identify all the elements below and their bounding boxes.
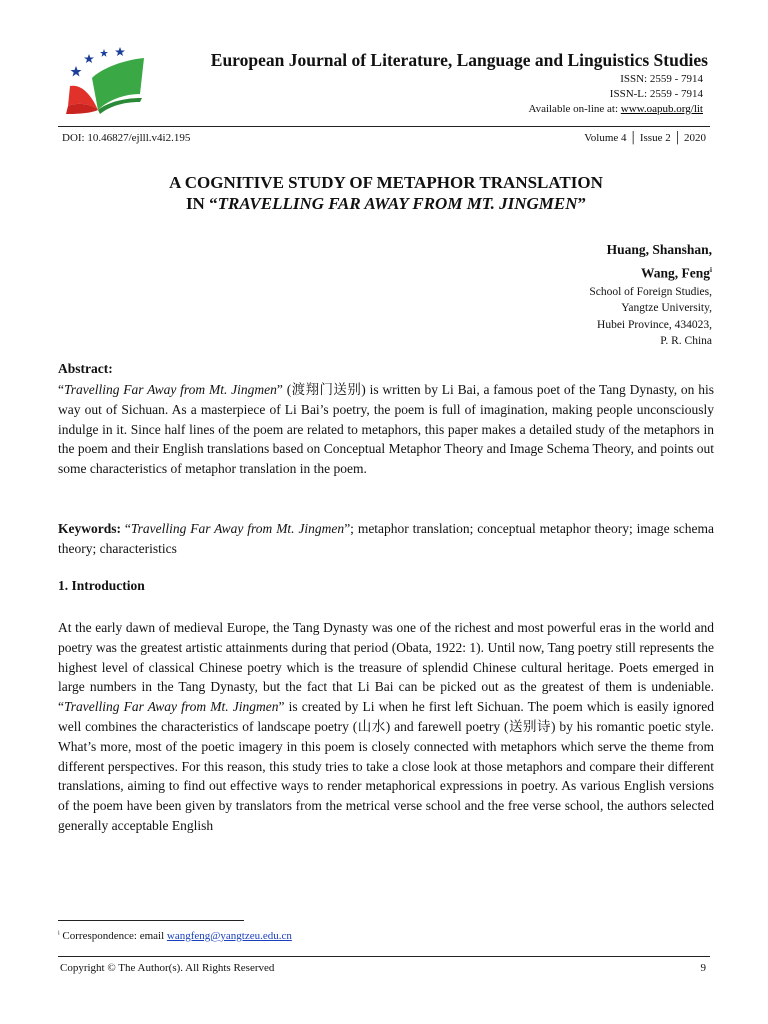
keywords: Keywords: “Travelling Far Away from Mt. Jingmen”; metaphor translation; conceptual metaphor theory; image schema theory; characteristics: [58, 521, 714, 556]
volume-issue-year: Volume 4 │ Issue 2 │ 2020: [584, 132, 706, 144]
article-title-line1: A COGNITIVE STUDY OF METAPHOR TRANSLATION: [169, 173, 603, 192]
correspondence-email-link[interactable]: wangfeng@yangtzeu.edu.cn: [166, 930, 292, 942]
issn-l: ISSN-L: 2559 - 7914: [609, 88, 703, 100]
abstract-heading: Abstract:: [58, 361, 113, 376]
author-name: Wang, Feng$^i$: [641, 265, 712, 281]
availability-label: Available on-line at:: [528, 103, 621, 115]
affiliation-line: P. R. China: [660, 335, 712, 347]
doi: DOI: 10.46827/ejlll.v4i2.195: [62, 132, 191, 144]
footnote: $^i$ Correspondence: email wangfeng@yangtzeu.edu.cn: [58, 930, 292, 942]
footnote-divider: [58, 920, 244, 921]
affiliation-line: Hubei Province, 434023,: [597, 318, 712, 331]
section-heading-introduction: 1. Introduction: [58, 578, 145, 593]
availability-line: [380, 103, 703, 115]
page-number: 9: [700, 962, 706, 974]
author-block: [380, 240, 712, 350]
author-name: Huang, Shanshan,: [606, 242, 712, 257]
affiliation-line: School of Foreign Studies,: [589, 285, 712, 298]
header-divider: [58, 126, 710, 127]
keywords-label: Keywords:: [58, 521, 121, 536]
article-title: [58, 172, 714, 214]
journal-url-link[interactable]: www.oapub.org/lit: [620, 103, 703, 115]
journal-title: European Journal of Literature, Language and Linguistics Studies: [210, 50, 708, 70]
poem-title-italic: TRAVELLING FAR AWAY FROM MT. JINGMEN: [217, 194, 578, 213]
issn: ISSN: 2559 - 7914: [620, 73, 703, 85]
affiliation-line: Yangtze University,: [621, 302, 712, 314]
footnote-marker: i: [710, 266, 712, 274]
article-title-line2: IN “TRAVELLING FAR AWAY FROM MT. JINGMEN”: [185, 194, 587, 213]
journal-logo-icon: [62, 44, 154, 120]
footer-divider: [58, 956, 710, 957]
copyright-notice: Copyright © The Author(s). All Rights Reserved: [60, 962, 275, 974]
introduction-text: At the early dawn of medieval Europe, the Tang Dynasty was one of the richest and most powerful eras in the world and poetry was the greatest artistic attainments during that period (Obata, 1922: 1). Until now, Tang poetry still represents the highest level of classical Chinese poetry which is the treasure of splendid Chinese cultural heritage. Poets emerged in large numbers in the Tang Dynasty, but the fact that Li Bai can be picked out as the greatest of them is undeniable. “Travelling Far Away from Mt. Jingmen” is created by Li when he first left Sichuan. The poem which is easily ignored well combines the characteristics of landscape poetry (山水) and farewell poetry (送别诗) by his romantic poetic style. What’s more, most of the poetic imagery in this poem is closely connected with metaphors which serve the theme from different perspectives. For this reason, this study tries to take a close look at those metaphors and compare their different translations, aiming to find out effective ways to render metaphorical expressions in poetry. As various English versions of the poem have been given by translators from the metrical verse school and the free verse school, the authors selected generally acceptable English: [58, 620, 714, 833]
abstract-text: “Travelling Far Away from Mt. Jingmen” (渡翔门送别) is written by Li Bai, a famous poet of the Tang Dynasty, on his way out of Sichuan. As a masterpiece of Li Bai’s poetry, the poem is full of imagination, making people unconsciously indulge in it. Since half lines of the poem are related to metaphors, this paper makes a detailed study of the metaphors in the poem and their English translations based on Conceptual Metaphor Theory and Image Schema Theory, and points out some characteristics of metaphor translation in the poem.: [58, 382, 714, 477]
